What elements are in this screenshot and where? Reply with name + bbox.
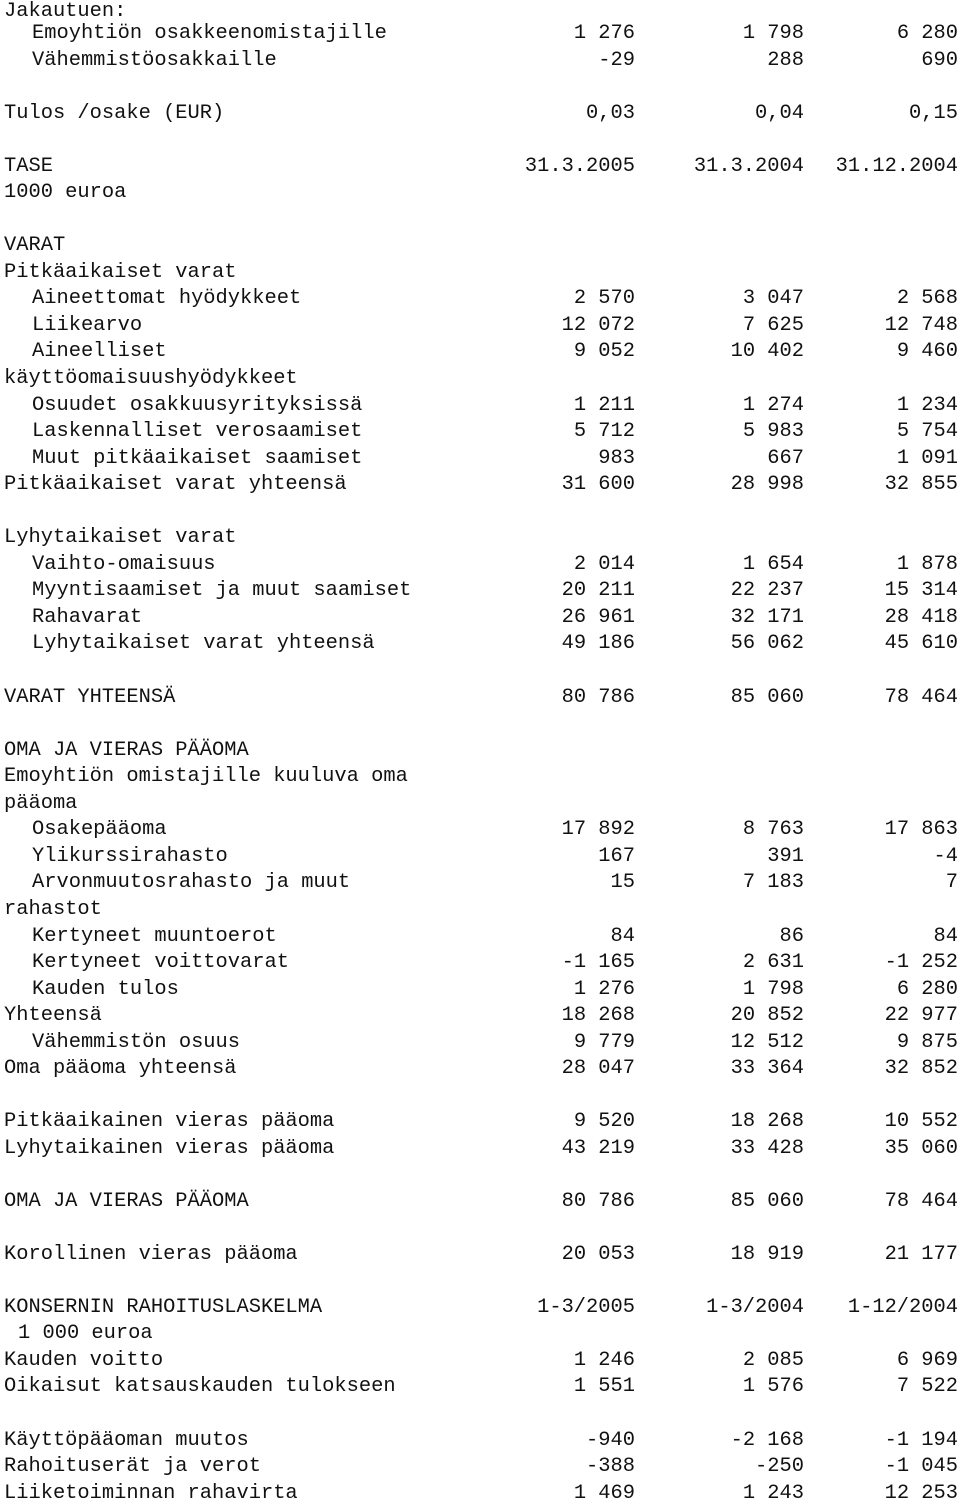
row-value-col3: 15 314: [884, 579, 958, 602]
row-value-col2: 1 274: [742, 394, 804, 417]
row-value-col2: 31.3.2004: [693, 155, 804, 178]
statement-row: [0, 631, 960, 658]
row-value-col1: 0,03: [586, 102, 635, 125]
row-label: KONSERNIN RAHOITUSLASKELMA: [4, 1296, 323, 1319]
row-label: Yhteensä: [4, 1004, 102, 1027]
row-value-col3: 32 852: [884, 1057, 958, 1080]
row-label: Liikearvo: [32, 314, 143, 337]
row-value-col1: 9 520: [573, 1110, 635, 1133]
row-label: Rahoituserät ja verot: [4, 1455, 261, 1478]
row-label: Jakautuen:: [4, 0, 127, 23]
statement-row: [0, 791, 960, 818]
row-label: Osakepääoma: [32, 818, 167, 841]
row-value-col1: 167: [598, 845, 635, 868]
row-label: Osuudet osakkuusyrityksissä: [32, 394, 363, 417]
row-label: Vaihto-omaisuus: [32, 553, 216, 576]
row-value-col1: 5 712: [573, 420, 635, 443]
statement-row: [0, 1454, 960, 1481]
statement-row: [0, 233, 960, 260]
row-label: TASE: [4, 155, 53, 178]
row-label: Emoyhtiön omistajille kuuluva oma: [4, 765, 408, 788]
row-label: Vähemmistön osuus: [32, 1031, 241, 1054]
statement-row: [0, 419, 960, 446]
statement-row: [0, 1056, 960, 1083]
row-value-col1: 9 779: [573, 1031, 635, 1054]
row-value-col3: 78 464: [884, 1190, 958, 1213]
row-label: pääoma: [4, 792, 78, 815]
row-value-col1: 983: [598, 447, 635, 470]
row-label: Liiketoiminnan rahavirta: [4, 1482, 298, 1505]
statement-row: [0, 446, 960, 473]
row-value-col1: 1 211: [573, 394, 635, 417]
row-value-col1: 2 570: [573, 287, 635, 310]
row-value-col3: 35 060: [884, 1137, 958, 1160]
statement-row: [0, 605, 960, 632]
row-value-col3: 6 280: [896, 22, 958, 45]
row-value-col3: 31.12.2004: [835, 155, 958, 178]
row-label: Rahavarat: [32, 606, 143, 629]
row-label: Kauden tulos: [32, 978, 179, 1001]
row-value-col2: 1 798: [742, 978, 804, 1001]
row-value-col2: 7 625: [742, 314, 804, 337]
statement-row: [0, 180, 960, 207]
row-value-col1: -1 165: [561, 951, 635, 974]
statement-row: [0, 977, 960, 1004]
row-value-col3: 9 875: [896, 1031, 958, 1054]
row-value-col1: -940: [586, 1429, 635, 1452]
row-label: Myyntisaamiset ja muut saamiset: [32, 579, 412, 602]
row-label: Kertyneet muuntoerot: [32, 925, 277, 948]
row-value-col1: 2 014: [573, 553, 635, 576]
row-value-col3: -1 194: [884, 1429, 958, 1452]
row-value-col1: 18 268: [561, 1004, 635, 1027]
row-value-col2: 7 183: [742, 871, 804, 894]
statement-row: [0, 286, 960, 313]
row-label: VARAT: [4, 234, 66, 257]
row-value-col3: 32 855: [884, 473, 958, 496]
row-value-col1: 84: [610, 925, 635, 948]
row-value-col2: 28 998: [730, 473, 804, 496]
statement-row: [0, 154, 960, 181]
row-value-col1: 9 052: [573, 340, 635, 363]
row-value-col1: 1 246: [573, 1349, 635, 1372]
row-value-col2: 2 085: [742, 1349, 804, 1372]
row-value-col3: 2 568: [896, 287, 958, 310]
row-value-col3: 17 863: [884, 818, 958, 841]
statement-row: [0, 1242, 960, 1269]
statement-row: [0, 393, 960, 420]
row-label: Lyhytaikainen vieras pääoma: [4, 1137, 335, 1160]
row-value-col2: 33 364: [730, 1057, 804, 1080]
row-value-col2: 288: [767, 49, 804, 72]
statement-row: [0, 48, 960, 75]
row-value-col2: 85 060: [730, 1190, 804, 1213]
row-label: 1 000 euroa: [18, 1322, 153, 1345]
row-label: Arvonmuutosrahasto ja muut: [32, 871, 351, 894]
row-label: OMA JA VIERAS PÄÄOMA: [4, 739, 249, 762]
row-label: Tulos /osake (EUR): [4, 102, 225, 125]
statement-row: [0, 844, 960, 871]
row-value-col3: 1-12/2004: [847, 1296, 958, 1319]
row-label: Lyhytaikaiset varat yhteensä: [32, 632, 375, 655]
statement-row: [0, 1374, 960, 1401]
row-value-col2: 2 631: [742, 951, 804, 974]
row-value-col1: -29: [598, 49, 635, 72]
row-label: OMA JA VIERAS PÄÄOMA: [4, 1190, 249, 1213]
statement-row: [0, 870, 960, 897]
row-value-col1: 1 469: [573, 1482, 635, 1505]
row-value-col2: 667: [767, 447, 804, 470]
row-value-col1: 80 786: [561, 686, 635, 709]
row-value-col3: 6 280: [896, 978, 958, 1001]
row-value-col3: 9 460: [896, 340, 958, 363]
statement-row: [0, 1189, 960, 1216]
row-value-col2: 56 062: [730, 632, 804, 655]
row-value-col1: 31 600: [561, 473, 635, 496]
row-value-col3: 7 522: [896, 1375, 958, 1398]
row-value-col2: 32 171: [730, 606, 804, 629]
statement-row: [0, 685, 960, 712]
row-value-col2: 0,04: [755, 102, 804, 125]
statement-row: [0, 101, 960, 128]
row-value-col1: 12 072: [561, 314, 635, 337]
row-value-col1: 1 276: [573, 22, 635, 45]
row-value-col2: 8 763: [742, 818, 804, 841]
statement-row: [0, 950, 960, 977]
statement-row: [0, 339, 960, 366]
row-label: Emoyhtiön osakkeenomistajille: [32, 22, 387, 45]
statement-row: [0, 260, 960, 287]
statement-row: [0, 525, 960, 552]
row-value-col3: -1 045: [884, 1455, 958, 1478]
statement-row: [0, 817, 960, 844]
row-value-col3: 21 177: [884, 1243, 958, 1266]
row-label: VARAT YHTEENSÄ: [4, 686, 176, 709]
row-value-col3: 22 977: [884, 1004, 958, 1027]
row-label: Aineettomat hyödykkeet: [32, 287, 302, 310]
row-value-col3: 1 091: [896, 447, 958, 470]
row-value-col2: 22 237: [730, 579, 804, 602]
statement-row: [0, 313, 960, 340]
row-value-col2: 3 047: [742, 287, 804, 310]
row-value-col2: 1-3/2004: [706, 1296, 804, 1319]
row-value-col2: 391: [767, 845, 804, 868]
row-value-col3: 12 748: [884, 314, 958, 337]
row-value-col2: 10 402: [730, 340, 804, 363]
row-value-col3: 690: [921, 49, 958, 72]
statement-row: [0, 472, 960, 499]
row-label: Käyttöpääoman muutos: [4, 1429, 249, 1452]
row-label: Korollinen vieras pääoma: [4, 1243, 298, 1266]
row-value-col3: 45 610: [884, 632, 958, 655]
statement-row: [0, 1030, 960, 1057]
row-label: Pitkäaikaiset varat yhteensä: [4, 473, 347, 496]
row-value-col3: 7: [945, 871, 958, 894]
row-label: Muut pitkäaikaiset saamiset: [32, 447, 363, 470]
statement-row: [0, 21, 960, 48]
statement-row: [0, 1295, 960, 1322]
row-value-col2: 1 654: [742, 553, 804, 576]
row-value-col1: 43 219: [561, 1137, 635, 1160]
row-value-col2: 85 060: [730, 686, 804, 709]
row-value-col3: 10 552: [884, 1110, 958, 1133]
row-value-col1: 28 047: [561, 1057, 635, 1080]
row-value-col1: -388: [586, 1455, 635, 1478]
row-value-col1: 31.3.2005: [524, 155, 635, 178]
statement-row: [0, 1348, 960, 1375]
statement-row: [0, 764, 960, 791]
row-value-col3: -1 252: [884, 951, 958, 974]
row-value-col2: 1 243: [742, 1482, 804, 1505]
row-value-col1: 1 551: [573, 1375, 635, 1398]
row-value-col3: 1 878: [896, 553, 958, 576]
row-value-col3: 84: [933, 925, 958, 948]
row-value-col3: 78 464: [884, 686, 958, 709]
statement-row: [0, 1428, 960, 1455]
row-value-col2: 86: [779, 925, 804, 948]
row-value-col1: 17 892: [561, 818, 635, 841]
row-label: Aineelliset: [32, 340, 167, 363]
row-value-col2: 12 512: [730, 1031, 804, 1054]
row-value-col1: 1 276: [573, 978, 635, 1001]
row-value-col3: 6 969: [896, 1349, 958, 1372]
row-label: Vähemmistöosakkaille: [32, 49, 277, 72]
row-value-col1: 26 961: [561, 606, 635, 629]
row-label: Oikaisut katsauskauden tulokseen: [4, 1375, 396, 1398]
row-value-col2: 1 798: [742, 22, 804, 45]
statement-row: [0, 1321, 960, 1348]
statement-row: [0, 897, 960, 924]
row-value-col3: 12 253: [884, 1482, 958, 1505]
row-value-col2: 20 852: [730, 1004, 804, 1027]
row-value-col2: 18 919: [730, 1243, 804, 1266]
row-label: Ylikurssirahasto: [32, 845, 228, 868]
row-value-col1: 20 211: [561, 579, 635, 602]
row-label: Oma pääoma yhteensä: [4, 1057, 237, 1080]
row-value-col2: 5 983: [742, 420, 804, 443]
statement-row: [0, 924, 960, 951]
row-label: rahastot: [4, 898, 102, 921]
row-label: 1000 euroa: [4, 181, 127, 204]
row-label: käyttöomaisuushyödykkeet: [4, 367, 298, 390]
row-value-col2: -2 168: [730, 1429, 804, 1452]
row-label: Laskennalliset verosaamiset: [32, 420, 363, 443]
row-value-col1: 15: [610, 871, 635, 894]
statement-row: [0, 1136, 960, 1163]
row-value-col3: -4: [933, 845, 958, 868]
row-value-col2: 1 576: [742, 1375, 804, 1398]
row-value-col2: 33 428: [730, 1137, 804, 1160]
row-label: Lyhytaikaiset varat: [4, 526, 237, 549]
row-value-col1: 20 053: [561, 1243, 635, 1266]
row-label: Kertyneet voittovarat: [32, 951, 289, 974]
row-value-col3: 28 418: [884, 606, 958, 629]
row-value-col2: 18 268: [730, 1110, 804, 1133]
row-value-col2: -250: [755, 1455, 804, 1478]
statement-row: [0, 552, 960, 579]
row-value-col3: 1 234: [896, 394, 958, 417]
row-value-col3: 5 754: [896, 420, 958, 443]
row-label: Pitkäaikainen vieras pääoma: [4, 1110, 335, 1133]
statement-row: [0, 1003, 960, 1030]
statement-row: [0, 578, 960, 605]
row-value-col1: 49 186: [561, 632, 635, 655]
row-value-col1: 80 786: [561, 1190, 635, 1213]
statement-row: [0, 366, 960, 393]
row-label: Pitkäaikaiset varat: [4, 261, 237, 284]
row-value-col1: 1-3/2005: [537, 1296, 635, 1319]
row-value-col3: 0,15: [909, 102, 958, 125]
statement-row: [0, 738, 960, 765]
row-label: Kauden voitto: [4, 1349, 164, 1372]
statement-row: [0, 1109, 960, 1136]
